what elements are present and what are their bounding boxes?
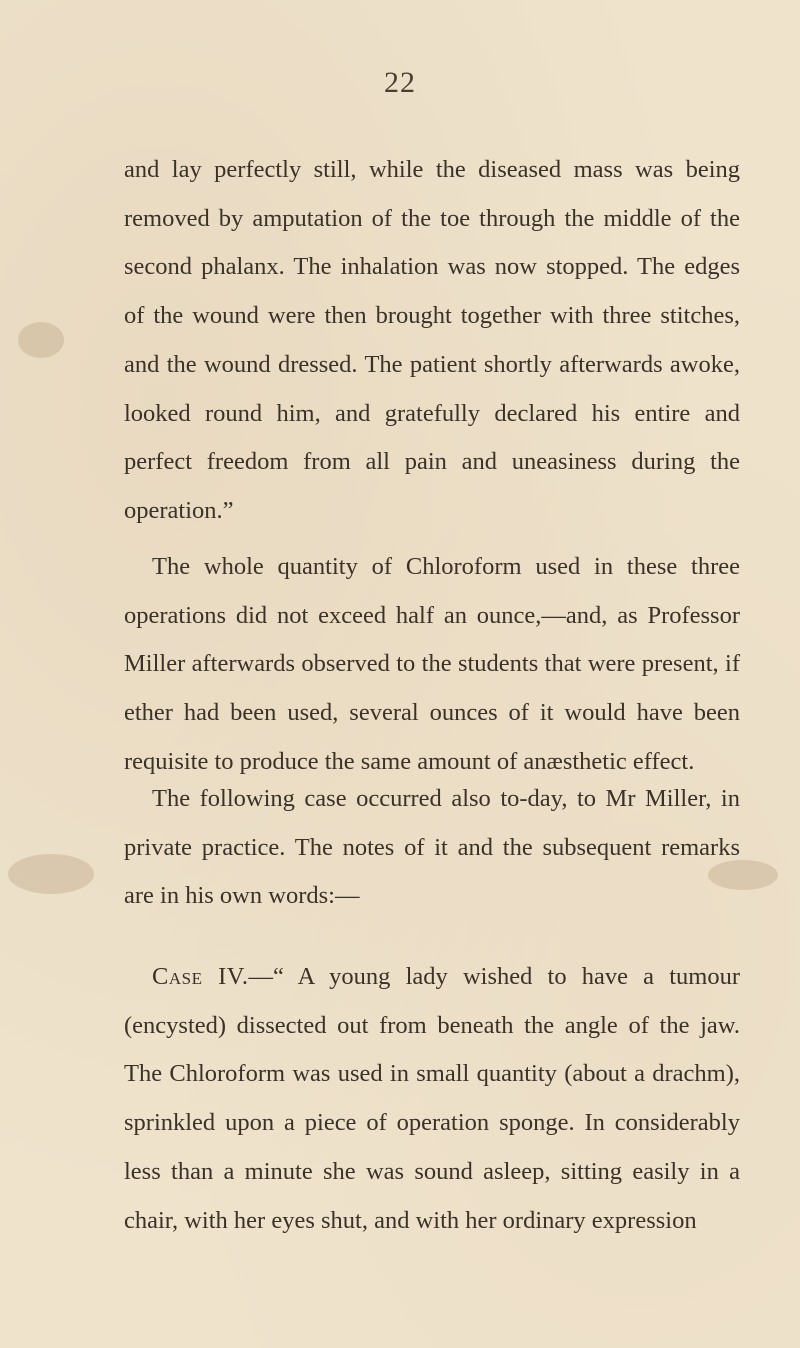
paragraph-following-case [124,775,740,921]
foxing-stain [8,854,94,894]
paragraph-text: and lay perfectly still, while the diseased mass was being removed by amputation of the toe through the middle of the second phalanx. The inhalation was now stopped. The edges of the wound were then brought together with three stitches, and the wound dressed. The patient shortly afterwards awoke, looked round him, and gratefully declared his entire and perfect freedom from all pain and uneasiness during the operation.” [124,156,740,524]
case-label: Case IV. [152,963,249,990]
case-paragraph [124,953,740,1245]
paragraph-continuation [124,146,740,536]
paragraph-text: —“ A young lady wished to have a tumour (encysted) dissected out from beneath the angle of the jaw. The Chloroform was used in small quantity (about a drachm), sprinkled upon a piece of operation sponge. In considerably less than a minute she was sound asleep, sitting easily in a chair, with her eyes shut, and with her ordinary expression [124,963,740,1234]
foxing-stain [18,322,64,358]
paragraph-chloroform-quantity [124,543,740,787]
paragraph-case-iv [124,953,740,1245]
page-number: 22 [384,66,416,99]
paragraph-text: The whole quantity of Chloroform used in these three operations did not exceed half an ounce,—and, as Professor Miller afterwards observed to the students that were present, if ether had been used, several ounces of it would have been requisite to produce the same amount of anæsthetic effect. [124,553,740,775]
paragraph-text: The following case occurred also to-day, to Mr Miller, in private practice. The notes of it and the subsequent remarks are in his own words:— [124,785,740,910]
